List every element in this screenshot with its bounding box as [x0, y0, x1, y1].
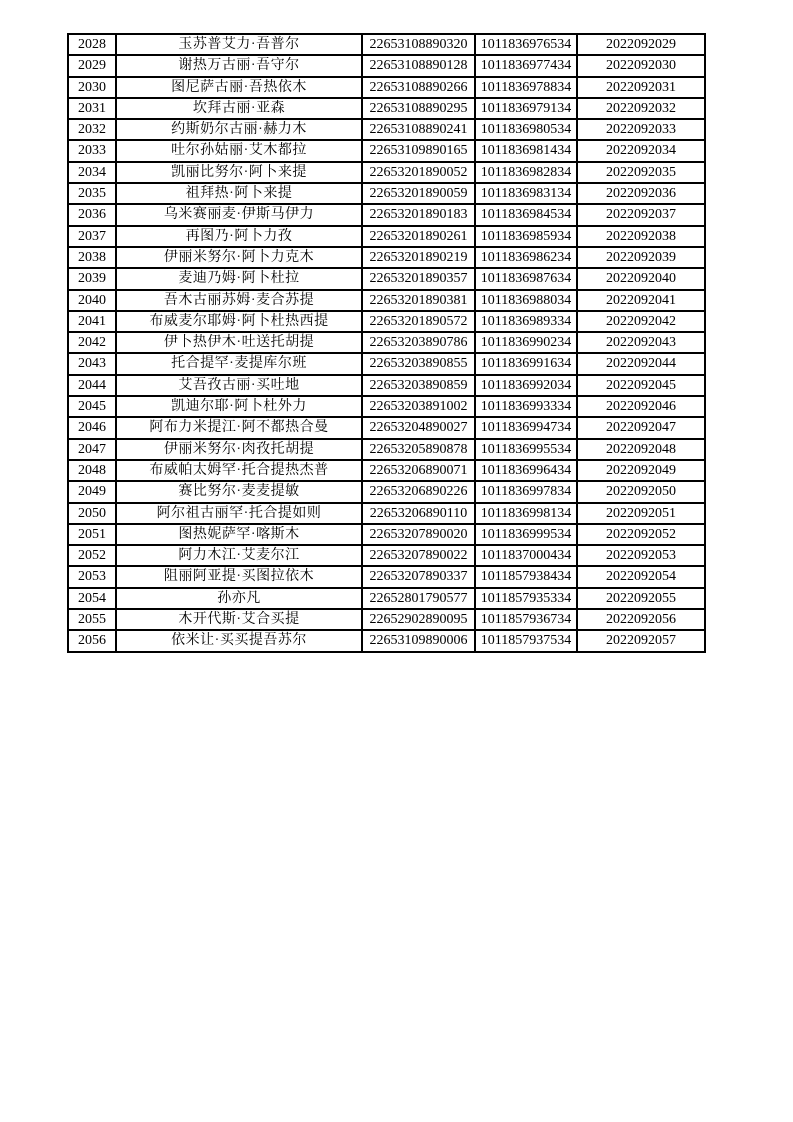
cell-sequence-number: 2055	[68, 609, 116, 630]
table-row	[68, 460, 705, 481]
cell-sequence-number: 2054	[68, 588, 116, 609]
cell-number-3: 2022092047	[577, 417, 705, 438]
cell-number-1: 22653108890241	[362, 119, 475, 140]
table-row	[68, 55, 705, 76]
cell-sequence-number: 2044	[68, 375, 116, 396]
cell-number-3: 2022092052	[577, 524, 705, 545]
cell-number-1: 22653203890855	[362, 353, 475, 374]
table-row	[68, 226, 705, 247]
cell-person-name: 吐尔孙姑丽·艾木都拉	[116, 140, 362, 161]
table-row	[68, 545, 705, 566]
table-row	[68, 183, 705, 204]
table-row	[68, 503, 705, 524]
cell-person-name: 赛比努尔·麦麦提敏	[116, 481, 362, 502]
cell-person-name: 阿布力米提江·阿不都热合曼	[116, 417, 362, 438]
cell-number-3: 2022092037	[577, 204, 705, 225]
roster-table	[67, 33, 706, 653]
cell-person-name: 凯丽比努尔·阿卜来提	[116, 162, 362, 183]
cell-sequence-number: 2032	[68, 119, 116, 140]
cell-number-3: 2022092055	[577, 588, 705, 609]
cell-number-1: 22653109890165	[362, 140, 475, 161]
cell-number-2: 1011836994734	[475, 417, 577, 438]
cell-sequence-number: 2049	[68, 481, 116, 502]
cell-sequence-number: 2029	[68, 55, 116, 76]
table-row	[68, 77, 705, 98]
cell-number-2: 1011857938434	[475, 566, 577, 587]
cell-number-1: 22653201890183	[362, 204, 475, 225]
cell-person-name: 玉苏普艾力·吾普尔	[116, 34, 362, 55]
cell-sequence-number: 2030	[68, 77, 116, 98]
table-row	[68, 311, 705, 332]
cell-number-1: 22653108890295	[362, 98, 475, 119]
cell-number-1: 22653207890337	[362, 566, 475, 587]
cell-number-2: 1011836981434	[475, 140, 577, 161]
cell-person-name: 孙亦凡	[116, 588, 362, 609]
table-row	[68, 268, 705, 289]
table-row	[68, 247, 705, 268]
cell-person-name: 凯迪尔耶·阿卜杜外力	[116, 396, 362, 417]
cell-number-2: 1011836997834	[475, 481, 577, 502]
cell-number-2: 1011836993334	[475, 396, 577, 417]
cell-sequence-number: 2035	[68, 183, 116, 204]
cell-number-3: 2022092054	[577, 566, 705, 587]
cell-number-2: 1011836977434	[475, 55, 577, 76]
cell-sequence-number: 2047	[68, 439, 116, 460]
cell-number-2: 1011836991634	[475, 353, 577, 374]
table-row	[68, 439, 705, 460]
cell-person-name: 阿力木江·艾麦尔江	[116, 545, 362, 566]
cell-number-3: 2022092035	[577, 162, 705, 183]
cell-number-1: 22653205890878	[362, 439, 475, 460]
cell-number-3: 2022092048	[577, 439, 705, 460]
cell-number-1: 22653206890071	[362, 460, 475, 481]
table-row	[68, 524, 705, 545]
cell-number-3: 2022092041	[577, 290, 705, 311]
table-row	[68, 396, 705, 417]
cell-number-3: 2022092038	[577, 226, 705, 247]
cell-number-1: 22653203890859	[362, 375, 475, 396]
cell-sequence-number: 2051	[68, 524, 116, 545]
cell-number-1: 22653201890052	[362, 162, 475, 183]
cell-sequence-number: 2031	[68, 98, 116, 119]
cell-person-name: 坎拜古丽·亚森	[116, 98, 362, 119]
table-row	[68, 417, 705, 438]
table-row	[68, 481, 705, 502]
cell-sequence-number: 2042	[68, 332, 116, 353]
cell-number-2: 1011836987634	[475, 268, 577, 289]
cell-number-1: 22652902890095	[362, 609, 475, 630]
cell-person-name: 阻丽阿亚提·买图拉依木	[116, 566, 362, 587]
cell-number-3: 2022092030	[577, 55, 705, 76]
cell-number-3: 2022092043	[577, 332, 705, 353]
table-row	[68, 119, 705, 140]
cell-number-2: 1011836980534	[475, 119, 577, 140]
table-row	[68, 353, 705, 374]
cell-person-name: 图热妮萨罕·喀斯木	[116, 524, 362, 545]
cell-sequence-number: 2041	[68, 311, 116, 332]
cell-person-name: 约斯奶尔古丽·赫力木	[116, 119, 362, 140]
cell-number-1: 22653206890110	[362, 503, 475, 524]
cell-number-3: 2022092050	[577, 481, 705, 502]
cell-person-name: 乌米赛丽麦·伊斯马伊力	[116, 204, 362, 225]
cell-sequence-number: 2046	[68, 417, 116, 438]
cell-number-3: 2022092046	[577, 396, 705, 417]
cell-number-3: 2022092040	[577, 268, 705, 289]
cell-number-3: 2022092057	[577, 630, 705, 651]
cell-number-2: 1011837000434	[475, 545, 577, 566]
cell-person-name: 祖拜热·阿卜来提	[116, 183, 362, 204]
cell-sequence-number: 2034	[68, 162, 116, 183]
cell-person-name: 再图乃·阿卜力孜	[116, 226, 362, 247]
table-row	[68, 588, 705, 609]
cell-person-name: 艾吾孜古丽·买吐地	[116, 375, 362, 396]
roster-table-body	[68, 34, 705, 652]
cell-number-3: 2022092053	[577, 545, 705, 566]
cell-person-name: 木开代斯·艾合买提	[116, 609, 362, 630]
cell-number-2: 1011836990234	[475, 332, 577, 353]
cell-sequence-number: 2028	[68, 34, 116, 55]
cell-number-3: 2022092033	[577, 119, 705, 140]
cell-number-2: 1011836979134	[475, 98, 577, 119]
cell-number-2: 1011836986234	[475, 247, 577, 268]
table-row	[68, 290, 705, 311]
cell-number-1: 22653206890226	[362, 481, 475, 502]
cell-number-1: 22653108890266	[362, 77, 475, 98]
cell-person-name: 布威帕太姆罕·托合提热杰普	[116, 460, 362, 481]
cell-number-1: 22653109890006	[362, 630, 475, 651]
table-row	[68, 140, 705, 161]
cell-person-name: 图尼萨古丽·吾热依木	[116, 77, 362, 98]
cell-number-3: 2022092039	[577, 247, 705, 268]
table-row	[68, 332, 705, 353]
cell-number-2: 1011836992034	[475, 375, 577, 396]
cell-number-2: 1011836976534	[475, 34, 577, 55]
cell-sequence-number: 2050	[68, 503, 116, 524]
cell-number-3: 2022092045	[577, 375, 705, 396]
cell-number-3: 2022092044	[577, 353, 705, 374]
cell-number-1: 22653204890027	[362, 417, 475, 438]
table-row	[68, 204, 705, 225]
cell-number-2: 1011836978834	[475, 77, 577, 98]
cell-number-1: 22653203891002	[362, 396, 475, 417]
cell-number-2: 1011836996434	[475, 460, 577, 481]
cell-person-name: 阿尔祖古丽罕·托合提如则	[116, 503, 362, 524]
cell-person-name: 伊丽米努尔·阿卜力克木	[116, 247, 362, 268]
cell-number-1: 22653201890261	[362, 226, 475, 247]
cell-number-2: 1011857935334	[475, 588, 577, 609]
cell-number-3: 2022092031	[577, 77, 705, 98]
cell-number-1: 22653108890320	[362, 34, 475, 55]
cell-number-3: 2022092056	[577, 609, 705, 630]
cell-number-3: 2022092049	[577, 460, 705, 481]
cell-number-2: 1011836983134	[475, 183, 577, 204]
table-row	[68, 98, 705, 119]
cell-person-name: 吾木古丽苏姆·麦合苏提	[116, 290, 362, 311]
cell-sequence-number: 2053	[68, 566, 116, 587]
cell-sequence-number: 2056	[68, 630, 116, 651]
table-row	[68, 609, 705, 630]
cell-person-name: 麦迪乃姆·阿卜杜拉	[116, 268, 362, 289]
cell-sequence-number: 2033	[68, 140, 116, 161]
cell-number-2: 1011857937534	[475, 630, 577, 651]
cell-number-1: 22652801790577	[362, 588, 475, 609]
cell-person-name: 伊卜热伊木·吐送托胡提	[116, 332, 362, 353]
cell-person-name: 伊丽米努尔·肉孜托胡提	[116, 439, 362, 460]
table-row	[68, 34, 705, 55]
cell-number-2: 1011836989334	[475, 311, 577, 332]
cell-number-1: 22653201890572	[362, 311, 475, 332]
cell-number-2: 1011836985934	[475, 226, 577, 247]
cell-sequence-number: 2045	[68, 396, 116, 417]
cell-number-3: 2022092032	[577, 98, 705, 119]
cell-number-2: 1011836984534	[475, 204, 577, 225]
cell-number-3: 2022092034	[577, 140, 705, 161]
cell-person-name: 依米让·买买提吾苏尔	[116, 630, 362, 651]
cell-number-1: 22653207890020	[362, 524, 475, 545]
cell-sequence-number: 2037	[68, 226, 116, 247]
cell-number-2: 1011836995534	[475, 439, 577, 460]
table-row	[68, 566, 705, 587]
cell-number-2: 1011857936734	[475, 609, 577, 630]
cell-number-1: 22653201890059	[362, 183, 475, 204]
cell-sequence-number: 2048	[68, 460, 116, 481]
table-row	[68, 375, 705, 396]
cell-sequence-number: 2040	[68, 290, 116, 311]
cell-number-1: 22653108890128	[362, 55, 475, 76]
cell-number-1: 22653201890357	[362, 268, 475, 289]
cell-person-name: 托合提罕·麦提库尔班	[116, 353, 362, 374]
cell-number-2: 1011836988034	[475, 290, 577, 311]
cell-number-1: 22653201890381	[362, 290, 475, 311]
cell-sequence-number: 2038	[68, 247, 116, 268]
table-row	[68, 162, 705, 183]
cell-number-2: 1011836982834	[475, 162, 577, 183]
cell-number-3: 2022092051	[577, 503, 705, 524]
cell-number-2: 1011836999534	[475, 524, 577, 545]
cell-number-3: 2022092036	[577, 183, 705, 204]
cell-sequence-number: 2036	[68, 204, 116, 225]
cell-number-3: 2022092029	[577, 34, 705, 55]
cell-number-1: 22653203890786	[362, 332, 475, 353]
cell-sequence-number: 2039	[68, 268, 116, 289]
cell-number-1: 22653201890219	[362, 247, 475, 268]
cell-person-name: 谢热万古丽·吾守尔	[116, 55, 362, 76]
table-row	[68, 630, 705, 651]
cell-number-1: 22653207890022	[362, 545, 475, 566]
cell-person-name: 布威麦尔耶姆·阿卜杜热西提	[116, 311, 362, 332]
cell-number-2: 1011836998134	[475, 503, 577, 524]
cell-sequence-number: 2052	[68, 545, 116, 566]
cell-sequence-number: 2043	[68, 353, 116, 374]
cell-number-3: 2022092042	[577, 311, 705, 332]
